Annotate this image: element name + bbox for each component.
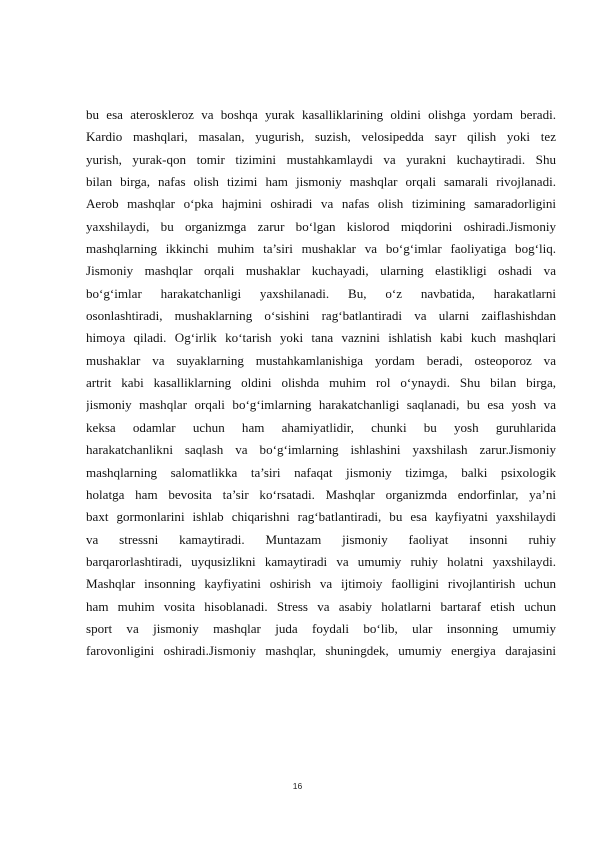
text-line: barqarorlashtiradi, uyqusizlikni kamaytiradi va umumiy ruhiy holatni yaxshilaydi. (86, 553, 556, 569)
text-line: sport va jismoniy mashqlar juda foydali bo‘lib, ular insonning umumiy (86, 620, 556, 636)
text-line: ham muhim vosita hisoblanadi. Stress va asabiy holatlarni bartaraf etish uchun (86, 598, 556, 614)
text-line: mushaklar va suyaklarning mustahkamlanishiga yordam beradi, osteoporoz va (86, 352, 556, 368)
text-line: jismoniy mashqlar orqali bo‘g‘imlarning harakatchanligi saqlanadi, bu esa yosh va (86, 397, 556, 413)
text-line: baxt gormonlarini ishlab chiqarishni rag‘batlantiradi, bu esa kayfiyatni yaxshilaydi (86, 509, 556, 525)
text-line: mashqlarning salomatlikka ta’siri nafaqat jismoniy tizimga, balki psixologik (86, 464, 556, 480)
body-paragraph (86, 104, 556, 663)
text-line: bu esa ateroskleroz va boshqa yurak kasalliklarining oldini olishga yordam beradi. (86, 107, 556, 122)
text-line: Jismoniy mashqlar orqali mushaklar kuchayadi, ularning elastikligi oshadi va (86, 263, 556, 279)
text-line: bo‘g‘imlar harakatchanligi yaxshilanadi. Bu, o‘z navbatida, harakatlarni (86, 285, 556, 301)
text-line: yaxshilaydi, bu organizmga zarur bo‘lgan kislorod miqdorini oshiradi.Jismoniy (86, 218, 556, 234)
text-line: keksa odamlar uchun ham ahamiyatlidir, chunki bu yosh guruhlarida (86, 419, 556, 435)
text-line: farovonligini oshiradi.Jismoniy mashqlar, shuningdek, umumiy energiya darajasini (86, 643, 556, 659)
text-line: Kardio mashqlari, masalan, yugurish, suzish, velosipedda sayr qilish yoki tez (86, 129, 556, 145)
text-line: himoya qiladi. Og‘irlik ko‘tarish yoki tana vaznini ishlatish kabi kuch mashqlari (86, 330, 556, 346)
text-line: osonlashtiradi, mushaklarning o‘sishini rag‘batlantiradi va ularni zaiflashishdan (86, 308, 556, 324)
text-line: bilan birga, nafas olish tizimi ham jismoniy mashqlar orqali samarali rivojlanadi. (86, 174, 556, 190)
text-line: Mashqlar insonning kayfiyatini oshirish va ijtimoiy faolligini rivojlantirish uchun (86, 576, 556, 592)
page-number: 16 (292, 781, 303, 791)
text-line: holatga ham bevosita ta’sir ko‘rsatadi. Mashqlar organizmda endorfinlar, ya’ni (86, 486, 556, 502)
text-line: yurish, yurak-qon tomir tizimini mustahkamlaydi va yurakni kuchaytiradi. Shu (86, 151, 556, 167)
text-line: va stressni kamaytiradi. Muntazam jismoniy faoliyat insonni ruhiy (86, 531, 556, 547)
text-line: mashqlarning ikkinchi muhim ta’siri mushaklar va bo‘g‘imlar faoliyatiga bog‘liq. (86, 241, 556, 257)
text-line: harakatchanlikni saqlash va bo‘g‘imlarning ishlashini yaxshilash zarur.Jismoniy (86, 442, 556, 458)
text-line: artrit kabi kasalliklarning oldini olishda muhim rol o‘ynaydi. Shu bilan birga, (86, 375, 556, 391)
text-line: Aerob mashqlar o‘pka hajmini oshiradi va nafas olish tizimining samaradorligini (86, 196, 556, 212)
